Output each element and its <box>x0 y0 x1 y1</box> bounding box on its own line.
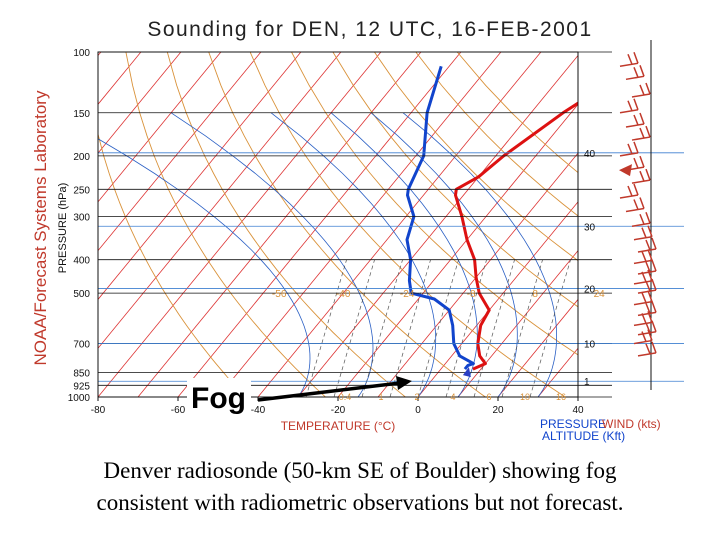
wind-barb-feather <box>646 281 650 291</box>
wind-barb-feather <box>628 144 632 154</box>
isotherm <box>258 52 541 397</box>
isotherm <box>0 52 181 397</box>
wind-barb-feather <box>640 128 644 138</box>
mixing-ratio-label: 10 <box>519 392 531 402</box>
mixing-ratio-label: 6 <box>486 392 492 402</box>
wind-barb-feather <box>640 65 644 76</box>
pressure-tick-label: 150 <box>73 108 90 120</box>
pressure-tick-label: 850 <box>73 368 90 380</box>
wind-barb <box>626 209 644 212</box>
caption-line-1: Denver radiosonde (50-km SE of Boulder) showing fog <box>103 458 617 483</box>
wind-barb <box>620 110 638 113</box>
isotherm-label: 24 <box>593 289 605 301</box>
pressure-tick-label: 500 <box>73 289 90 301</box>
altitude-tick-label: 30 <box>584 222 596 234</box>
fog-label: Fog <box>191 382 246 415</box>
mixing-ratio-line <box>502 260 543 397</box>
wind-barb <box>626 124 644 127</box>
wind-barb <box>634 302 652 305</box>
wind-barb-feather <box>646 212 650 223</box>
moist-adiabat <box>371 113 517 397</box>
wind-barb-feather <box>640 214 644 224</box>
wind-barb <box>638 332 656 335</box>
mixing-ratio-label: 0.4 <box>338 392 352 402</box>
wind-pennant <box>619 164 632 176</box>
wind-barb <box>638 271 656 274</box>
wind-barb-feather <box>628 186 632 196</box>
x-tick-label: 20 <box>492 405 504 416</box>
wind-barb-feather <box>634 115 638 125</box>
wind-barb-feather <box>634 99 638 110</box>
wind-barb-feather <box>652 260 656 271</box>
wind-barb-feather <box>634 184 638 195</box>
x-tick-label: -60 <box>170 405 186 416</box>
isotherm <box>58 52 341 397</box>
pressure-tick-label: 100 <box>73 48 90 59</box>
pressure-tick-label: 1000 <box>67 393 90 404</box>
wind-barb-feather <box>634 142 638 153</box>
wind-barb-feather <box>652 321 656 332</box>
wind-barb-feather <box>646 344 650 354</box>
dry-adiabat <box>333 52 720 397</box>
isotherm <box>138 52 421 397</box>
mixing-ratio-label: 1 <box>378 392 384 402</box>
wind-barb <box>632 137 650 140</box>
wind-barb <box>632 180 650 183</box>
mixing-ratio-label: 16 <box>555 392 567 402</box>
pressure-tick-label: 250 <box>73 185 90 197</box>
wind-barb-feather <box>634 158 638 168</box>
wind-label: WIND (kts) <box>602 417 661 431</box>
wind-barb <box>632 94 650 97</box>
mixing-ratio-label: 2 <box>414 392 420 402</box>
wind-barb-feather <box>646 169 650 180</box>
wind-barb-feather <box>640 156 644 167</box>
x-tick-label: -40 <box>250 405 266 416</box>
dry-adiabat <box>126 52 326 397</box>
dry-adiabat <box>416 52 720 397</box>
pressure-label: PRESSURE <box>540 417 607 431</box>
pressure-tick-label: 300 <box>73 212 90 224</box>
wind-barb <box>632 223 650 226</box>
dry-adiabat <box>167 52 405 397</box>
wind-barb <box>638 353 656 356</box>
isotherm <box>378 52 661 397</box>
wind-barb-feather <box>640 171 644 181</box>
wind-barb <box>634 260 652 263</box>
wind-barb-feather <box>646 126 650 137</box>
fog-arrow-head <box>396 376 412 390</box>
moist-adiabat <box>331 113 477 397</box>
x-tick-label: -20 <box>330 405 346 416</box>
dry-adiabat <box>250 52 565 397</box>
pressure-tick-label: 925 <box>73 381 90 393</box>
wind-barb-feather <box>642 228 646 238</box>
wind-barb <box>626 76 644 79</box>
wind-barb <box>620 63 638 66</box>
wind-barb <box>620 195 638 198</box>
wind-barb <box>634 237 652 240</box>
isotherm-label: -56 <box>271 289 287 301</box>
x-axis-label: TEMPERATURE (°C) <box>280 419 396 433</box>
isotherm <box>98 52 381 397</box>
mixing-ratio-line <box>306 260 347 397</box>
wind-barb-feather <box>640 85 644 95</box>
isotherm-label: -40 <box>335 289 351 301</box>
altitude-tick-label: 10 <box>584 339 596 351</box>
dry-adiabat <box>85 52 246 397</box>
wind-barb-feather <box>628 54 632 64</box>
isotherm-label: 8 <box>532 289 538 301</box>
wind-barb-feather <box>646 83 650 94</box>
wind-barb-feather <box>646 240 650 250</box>
plot-inner <box>0 52 720 397</box>
wind-barb-feather <box>642 251 646 261</box>
wind-barb-feather <box>634 200 638 210</box>
isotherm <box>298 52 581 397</box>
isotherm <box>0 52 21 397</box>
altitude-tick-label: 1 <box>584 377 590 389</box>
wind-barb <box>638 249 656 252</box>
side-label: NOAA/Forecast Systems Laboratory <box>31 90 50 366</box>
moist-adiabat <box>171 113 373 397</box>
wind-barbs <box>619 40 656 390</box>
wind-barb <box>634 322 652 325</box>
caption <box>0 455 720 519</box>
caption-line-2: consistent with radiometric observations but not forecast. <box>96 490 624 515</box>
mixing-ratio-line <box>530 260 571 397</box>
wind-barb-feather <box>652 301 656 312</box>
isotherm-label: -24 <box>399 289 415 301</box>
mixing-ratio-label: 4 <box>450 392 456 402</box>
wind-barb <box>638 290 656 293</box>
wind-barb <box>634 281 652 284</box>
wind-barb <box>634 341 652 344</box>
wind-barb <box>620 153 638 156</box>
plot-area <box>0 40 720 416</box>
x-tick-label: 40 <box>572 405 584 416</box>
chart-title: Sounding for DEN, 12 UTC, 16-FEB-2001 <box>147 18 593 41</box>
dry-adiabat <box>374 52 720 397</box>
altitude-tick-label: 20 <box>584 284 596 296</box>
wind-barb-feather <box>640 198 644 209</box>
temperature-profile <box>456 85 606 369</box>
wind-barb-feather <box>652 238 656 249</box>
altitude-label: ALTITUDE (Kft) <box>542 429 626 443</box>
dry-adiabat <box>209 52 486 397</box>
pressure-tick-label: 700 <box>73 339 90 351</box>
wind-barb-feather <box>628 101 632 111</box>
x-tick-label: -80 <box>90 405 106 416</box>
wind-barb-feather <box>634 67 638 77</box>
wind-barb-feather <box>640 113 644 124</box>
y-axis-label: PRESSURE (hPa) <box>57 182 69 274</box>
wind-barb-feather <box>642 293 646 303</box>
pressure-tick-label: 400 <box>73 255 90 267</box>
isotherm-label: -8 <box>466 289 476 301</box>
isotherm <box>578 52 720 397</box>
altitude-tick-label: 40 <box>584 148 596 160</box>
pressure-tick-label: 200 <box>73 151 90 163</box>
x-tick-label: 0 <box>415 405 421 416</box>
isotherm <box>418 52 701 397</box>
wind-barb <box>638 312 656 315</box>
wind-barb-feather <box>634 52 638 63</box>
